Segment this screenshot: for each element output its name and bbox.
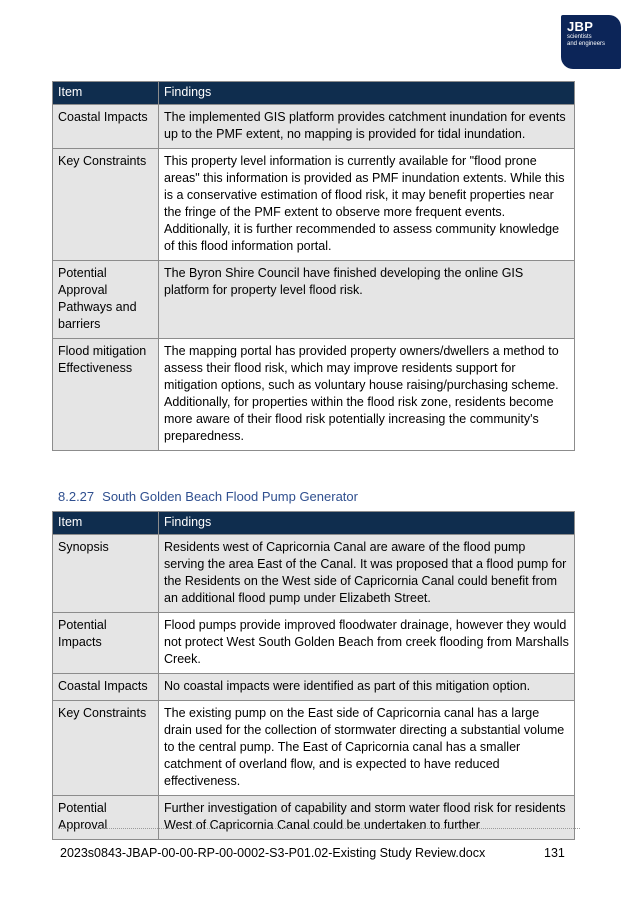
row-item-cell: Coastal Impacts: [53, 105, 159, 149]
table-header-row: [53, 512, 575, 535]
table-header-row: [53, 82, 575, 105]
row-findings-cell: The Byron Shire Council have finished developing the online GIS platform for property level flood risk.: [159, 261, 575, 339]
row-findings-cell: Flood pumps provide improved floodwater drainage, however they would not protect West South Golden Beach from creek flooding from Marshalls Creek.: [159, 613, 575, 674]
table-row: [53, 796, 575, 840]
row-item-cell: Synopsis: [53, 535, 159, 613]
logo-tagline-line-2: and engineers: [567, 41, 606, 47]
logo-tagline-line-1: scientists: [567, 34, 592, 40]
table-row: [53, 535, 575, 613]
row-item-cell: Key Constraints: [53, 149, 159, 261]
section-heading: [58, 489, 358, 504]
company-logo: [561, 15, 621, 69]
row-findings-cell: The existing pump on the East side of Capricornia canal has a large drain used for the collection of stormwater directing a substantial volume to the central pump. The East of Capricornia canal has a smaller catchment of overland flow, and is expected to have reduced effectiveness.: [159, 701, 575, 796]
row-item-cell: Potential Impacts: [53, 613, 159, 674]
column-header-findings: Findings: [159, 512, 575, 535]
column-header-findings: Findings: [159, 82, 575, 105]
section-title: South Golden Beach Flood Pump Generator: [102, 489, 358, 504]
row-item-cell: Flood mitigation Effectiveness: [53, 339, 159, 451]
table-row: [53, 701, 575, 796]
row-item-cell: Coastal Impacts: [53, 674, 159, 701]
row-item-cell: Key Constraints: [53, 701, 159, 796]
page-number: 131: [544, 846, 565, 860]
findings-table-lower: [52, 511, 575, 840]
row-findings-cell: No coastal impacts were identified as part of this mitigation option.: [159, 674, 575, 701]
row-item-cell: Potential Approval Pathways and barriers: [53, 261, 159, 339]
table-row: [53, 105, 575, 149]
section-number: 8.2.27: [58, 489, 95, 504]
column-header-item: Item: [53, 512, 159, 535]
row-findings-cell: Residents west of Capricornia Canal are aware of the flood pump serving the area East of the Canal. It was proposed that a flood pump for the Residents on the West side of Capricornia Canal could benefit from an additional flood pump under Elizabeth Street.: [159, 535, 575, 613]
row-findings-cell: Further investigation of capability and storm water flood risk for residents West of Capricornia Canal could be undertaken to further: [159, 796, 575, 840]
table-row: [53, 674, 575, 701]
table-row: [53, 339, 575, 451]
row-findings-cell: This property level information is currently available for "flood prone areas" this information is provided as PMF inundation extents. While this is a conservative estimation of flood risk, it may benefit properties near the fringe of the PMF extent to observe more frequent events. Additionally, it is further recommended to assess community knowledge of this flood information portal.: [159, 149, 575, 261]
logo-mark: JBP: [567, 19, 594, 34]
column-header-item: Item: [53, 82, 159, 105]
footer-divider: [58, 828, 580, 829]
row-findings-cell: The mapping portal has provided property owners/dwellers a method to assess their flood risk, which may improve residents support for mitigation options, such as voluntary house raising/purchasing scheme. Additionally, for properties within the flood risk zone, residents become more aware of their flood risk potentially increasing the community's preparedness.: [159, 339, 575, 451]
row-findings-cell: The implemented GIS platform provides catchment inundation for events up to the PMF extent, no mapping is provided for tidal inundation.: [159, 105, 575, 149]
table-row: [53, 613, 575, 674]
row-item-cell: Potential Approval: [53, 796, 159, 840]
footer-filename: 2023s0843-JBAP-00-00-RP-00-0002-S3-P01.02-Existing Study Review.docx: [60, 846, 486, 860]
table-row: [53, 261, 575, 339]
table-row: [53, 149, 575, 261]
findings-table-upper: [52, 81, 575, 451]
